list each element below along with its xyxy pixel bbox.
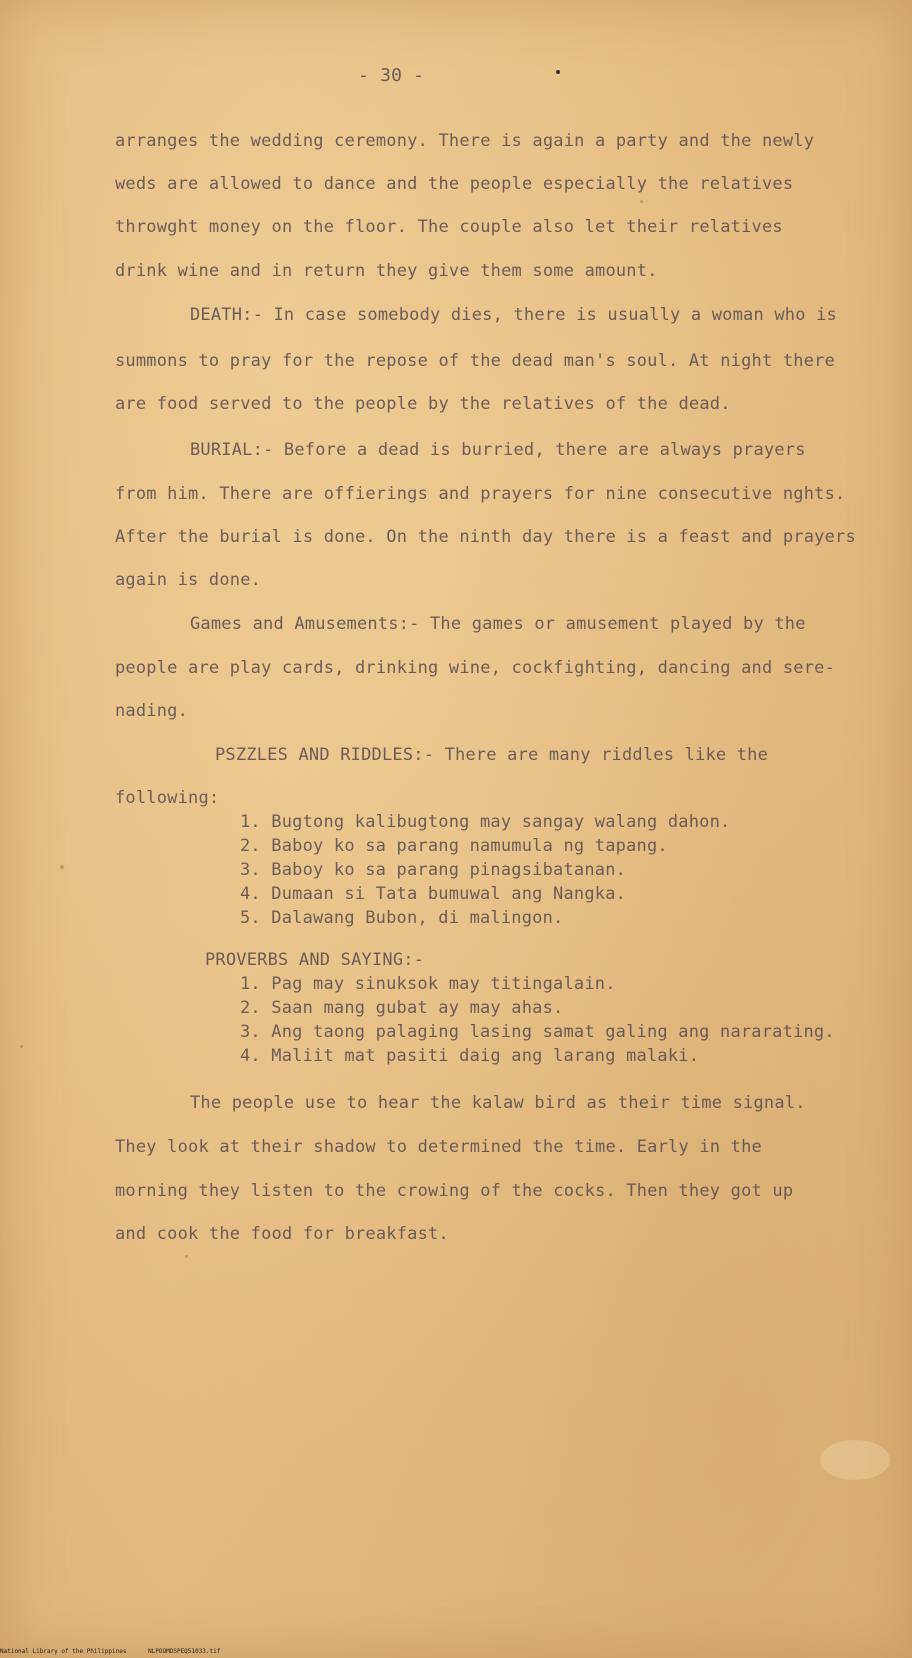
paper-speck: [185, 1255, 188, 1258]
burial-heading-line: BURIAL:- Before a dead is burried, there are always prayers: [190, 440, 806, 460]
riddle-item: 5. Dalawang Bubon, di malingon.: [240, 908, 564, 928]
body-line: and cook the food for breakfast.: [115, 1224, 449, 1244]
paper-speck: [60, 865, 64, 869]
proverb-item: 4. Maliit mat pasiti daig ang larang malaki.: [240, 1046, 700, 1066]
body-line: After the burial is done. On the ninth day there is a feast and prayers: [115, 527, 856, 547]
body-line: arranges the wedding ceremony. There is again a party and the newly: [115, 131, 815, 151]
proverbs-heading: PROVERBS AND SAYING:-: [205, 950, 425, 970]
body-line: summons to pray for the repose of the dead man's soul. At night there: [115, 351, 836, 371]
body-line: nading.: [115, 701, 189, 721]
riddle-item: 3. Baboy ko sa parang pinagsibatanan.: [240, 860, 627, 880]
body-line: following:: [115, 788, 220, 808]
body-line: from him. There are offierings and prayers for nine consecutive nghts.: [115, 484, 846, 504]
riddle-item: 4. Dumaan si Tata bumuwal ang Nangka.: [240, 884, 627, 904]
proverb-item: 1. Pag may sinuksok may titingalain.: [240, 974, 616, 994]
body-line: are food served to the people by the relatives of the dead.: [115, 394, 731, 414]
body-line: people are play cards, drinking wine, cockfighting, dancing and sere-: [115, 658, 836, 678]
games-heading-line: Games and Amusements:- The games or amusement played by the: [190, 614, 806, 634]
body-line: The people use to hear the kalaw bird as their time signal.: [190, 1093, 806, 1113]
death-heading-line: DEATH:- In case somebody dies, there is usually a woman who is: [190, 305, 837, 325]
paper-stain: [820, 1440, 890, 1480]
footer-library: National Library of the Philippines: [0, 1648, 127, 1655]
paper-speck: [20, 1045, 23, 1048]
riddles-heading-line: PSZZLES AND RIDDLES:- There are many riddles like the: [215, 745, 769, 765]
paper-speck: [640, 200, 643, 203]
proverb-item: 2. Saan mang gubat ay may ahas.: [240, 998, 564, 1018]
body-line: They look at their shadow to determined the time. Early in the: [115, 1137, 762, 1157]
body-line: weds are allowed to dance and the people especially the relatives: [115, 174, 794, 194]
scan-footer: [0, 1648, 238, 1655]
footer-file: NLPOOMDSPEQ51033.tif: [148, 1648, 221, 1655]
body-line: drink wine and in return they give them some amount.: [115, 261, 658, 281]
ink-dot: [556, 70, 560, 74]
page-number: - 30 -: [358, 65, 425, 86]
body-line: morning they listen to the crowing of the cocks. Then they got up: [115, 1181, 794, 1201]
riddle-item: 1. Bugtong kalibugtong may sangay walang dahon.: [240, 812, 731, 832]
body-line: throwght money on the floor. The couple also let their relatives: [115, 217, 783, 237]
body-line: again is done.: [115, 570, 262, 590]
riddle-item: 2. Baboy ko sa parang namumula ng tapang.: [240, 836, 668, 856]
proverb-item: 3. Ang taong palaging lasing samat galing ang nararating.: [240, 1022, 835, 1042]
